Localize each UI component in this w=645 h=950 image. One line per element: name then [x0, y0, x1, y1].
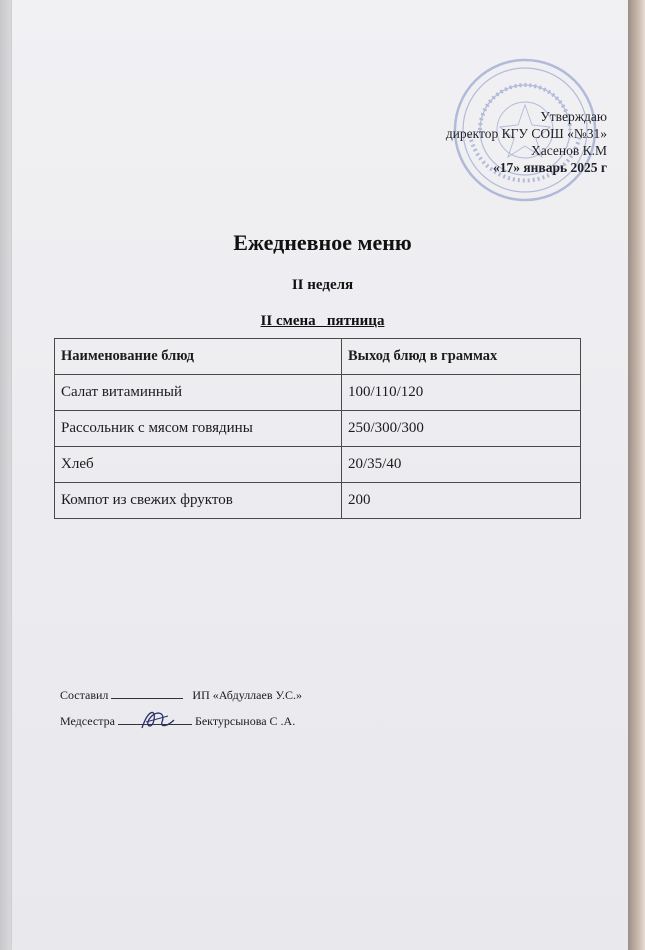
portion-cell: 250/300/300: [342, 411, 581, 447]
nurse-label: Медсестра: [60, 714, 115, 728]
header-dish-name: Наименование блюд: [55, 339, 342, 375]
handwritten-signature-icon: [138, 706, 178, 734]
week-label: II неделя: [291, 277, 354, 293]
table-header-row: [55, 339, 581, 375]
compiled-by-name: ИП «Абдуллаев У.С.»: [192, 688, 303, 702]
signature-block: [60, 688, 302, 740]
approval-block: [446, 108, 607, 176]
approval-line-1: Утверждаю: [540, 109, 607, 124]
page-title: Ежедневное меню: [233, 230, 412, 255]
menu-table: [54, 338, 581, 519]
portion-cell: 200: [342, 483, 581, 519]
dish-name-cell: Рассольник с мясом говядины: [55, 411, 342, 447]
approval-line-2: директор КГУ СОШ «№31»: [445, 126, 607, 141]
approval-line-3: Хасенов К.М: [531, 143, 607, 158]
compiled-by-line: [60, 688, 302, 714]
compiled-by-label: Составил: [60, 688, 109, 702]
dish-name-cell: Компот из свежих фруктов: [55, 483, 342, 519]
table-row: [55, 411, 581, 447]
nurse-name: Бектурсынова С .А.: [194, 714, 296, 728]
table-row: [55, 447, 581, 483]
nurse-line: [60, 714, 302, 740]
approval-date: «17» январь 2025 г: [492, 160, 607, 175]
table-row: [55, 375, 581, 411]
portion-cell: 20/35/40: [342, 447, 581, 483]
shift-label: II смена пятница: [260, 313, 385, 329]
dish-name-cell: Хлеб: [55, 447, 342, 483]
table-row: [55, 483, 581, 519]
background-edge-right: [628, 0, 645, 950]
header-portion: Выход блюд в граммах: [342, 339, 581, 375]
dish-name-cell: Салат витаминный: [55, 375, 342, 411]
signature-blank: [111, 698, 183, 699]
portion-cell: 100/110/120: [342, 375, 581, 411]
